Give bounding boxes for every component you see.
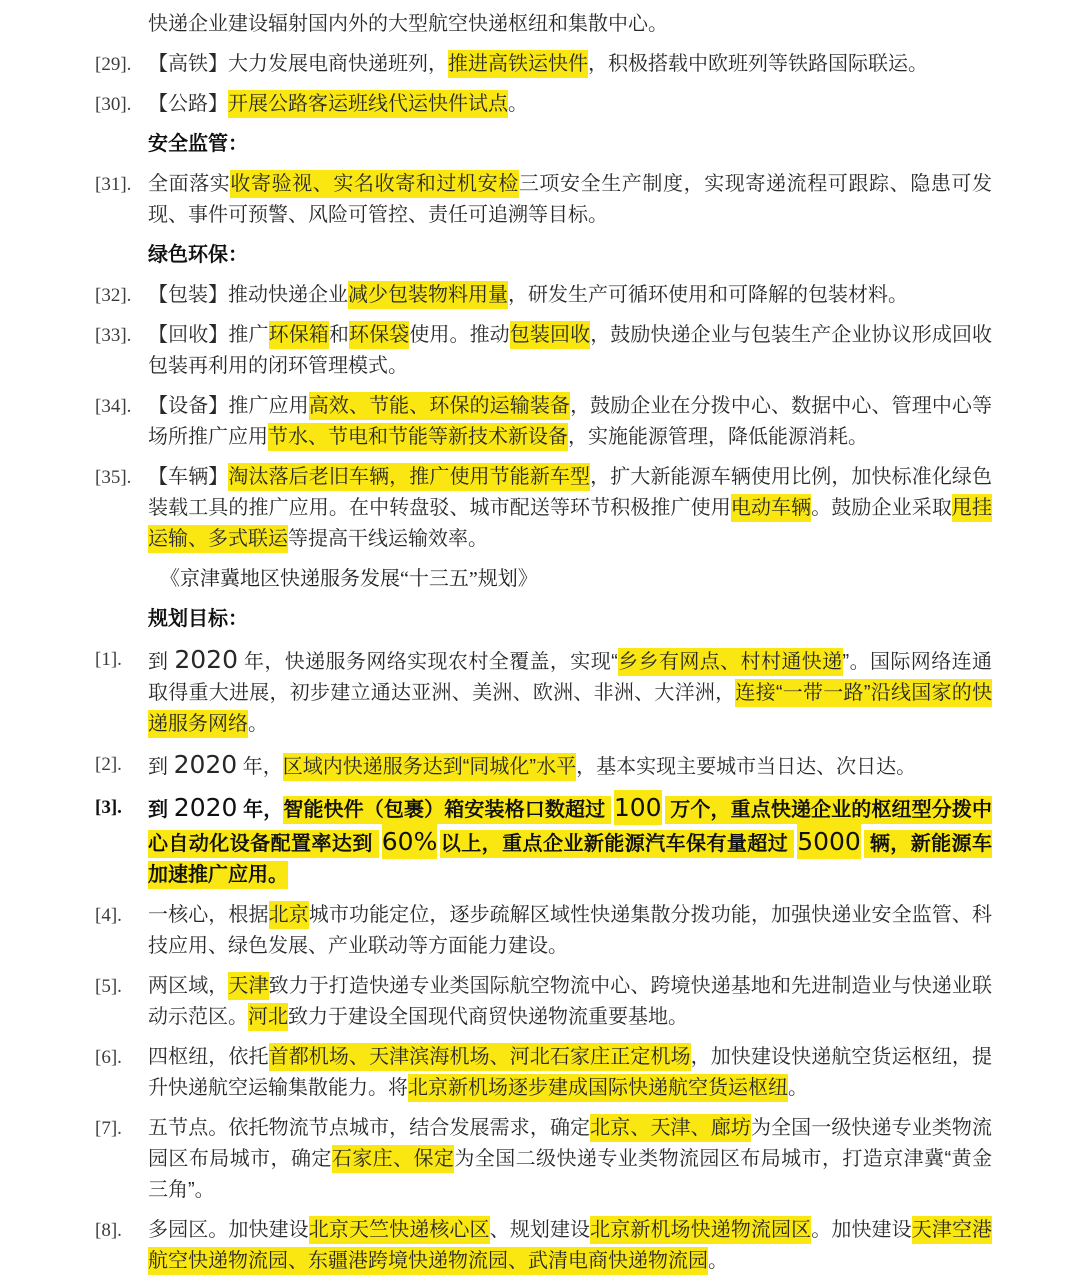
section-header-label: 绿色环保： <box>148 244 248 266</box>
item-number: [8]. <box>95 1220 122 1241</box>
list-item <box>95 280 992 311</box>
highlighted-text: 环保箱 <box>269 321 329 349</box>
highlighted-text: 北京新机场逐步建成国际快递航空货运枢纽 <box>408 1074 788 1102</box>
highlighted-text: 高效、节能、环保的运输装备 <box>309 392 570 420</box>
text-run: 。 <box>788 1077 808 1099</box>
text-run: 使用。推动 <box>409 324 510 346</box>
list-item <box>95 644 992 740</box>
item-text <box>148 792 992 891</box>
highlighted-text: 智能快件（包裹）箱安装格口数超过 <box>283 796 611 824</box>
highlighted-text: 以上，重点企业新能源汽车保有量超过 <box>440 830 794 858</box>
list-item <box>95 169 992 231</box>
item-text <box>148 900 992 962</box>
item-number: [32]. <box>95 285 132 306</box>
item-text <box>148 280 992 311</box>
item-text <box>148 391 992 453</box>
text-run: 致力于打造快递专业类国际航空物流中心、跨境快递基地和先进制造业与快递业联动示范区。 <box>148 975 993 1028</box>
text-run: 年， <box>237 799 284 821</box>
item-number <box>95 9 148 40</box>
item-number: [4]. <box>95 905 122 926</box>
highlighted-text: 淘汰落后老旧车辆，推广使用节能新车型 <box>228 463 590 491</box>
text-run: 年，快递服务网络实现农村全覆盖，实现“ <box>237 651 618 673</box>
text-run: 全面落实 <box>148 173 231 195</box>
highlighted-text: 连接“一带一路”沿线国家的快递服务网络 <box>148 679 992 738</box>
text-run: ，加快建设快递航空货运枢纽，提升快递航空运输集散能力。将 <box>148 1046 993 1099</box>
item-number: [3]. <box>95 797 122 818</box>
item-text <box>148 320 992 382</box>
section-header <box>95 129 992 160</box>
item-number: [2]. <box>95 754 122 775</box>
text-run: 。 <box>508 93 528 115</box>
section-header-text <box>148 129 992 160</box>
text-run: ，研发生产可循环使用和可降解的包装材料。 <box>508 284 908 306</box>
item-text <box>148 1042 992 1104</box>
highlighted-text: 北京天竺快递核心区 <box>309 1216 490 1244</box>
highlighted-text: 万个，重点快递企业的枢纽型分拨中心自动化设备配置率达到 <box>148 796 992 858</box>
item-number: [31]. <box>95 174 132 195</box>
highlighted-text: 开展公路客运班线代运快件试点 <box>228 90 508 118</box>
highlighted-text: 石家庄、保定 <box>332 1145 455 1173</box>
highlighted-text: 100 <box>611 790 665 825</box>
item-text <box>148 169 992 231</box>
list-item <box>95 900 992 962</box>
text-run: 。 <box>248 713 268 735</box>
text-run: 2020 <box>173 793 238 822</box>
text-run: ，积极搭载中欧班列等铁路国际联运。 <box>588 53 928 75</box>
text-run: ，鼓励快递企业与包装生产企业协议形成回收包装再利用的闭环管理模式。 <box>148 324 993 377</box>
text-run: 到 <box>148 799 174 821</box>
text-run: 。 <box>708 1250 728 1272</box>
list-item <box>95 89 992 120</box>
text-run: ，实施能源管理，降低能源消耗。 <box>568 426 868 448</box>
item-number: [33]. <box>95 325 132 346</box>
highlighted-text: 收寄验视、实名收寄和过机安检 <box>230 170 518 198</box>
text-run: ，扩大新能源车辆使用比例，加快标准化绿色装载工具的推广应用。在中转盘驳、城市配送等环节积极推广使用 <box>148 466 993 519</box>
text-run: 、规划建设 <box>489 1219 591 1241</box>
highlighted-text: 60% <box>379 824 441 859</box>
document-body <box>95 9 992 1277</box>
list-item <box>95 462 992 555</box>
list-item <box>95 320 992 382</box>
section-header-text <box>148 604 992 635</box>
text-run: 多园区。加快建设 <box>148 1219 309 1241</box>
text-run: 【公路】 <box>148 93 228 115</box>
doc-title-text-wrap <box>148 564 992 595</box>
list-item <box>95 49 992 80</box>
text-run: 年， <box>237 756 283 778</box>
highlighted-text: 辆，新能源车加速推广应用。 <box>148 830 992 889</box>
section-header <box>95 240 992 271</box>
text-run: ，鼓励企业在分拨中心、数据中心、管理中心等场所推广应用 <box>148 395 993 448</box>
list-item <box>95 792 992 891</box>
text-run: 【高铁】大力发展电商快递班列， <box>148 53 448 75</box>
highlighted-text: 推进高铁运快件 <box>448 50 588 78</box>
item-text <box>148 89 992 120</box>
paragraph-text <box>148 9 992 40</box>
item-number: [5]. <box>95 976 122 997</box>
text-run: 为全国一级快递专业类物流园区布局城市，确定 <box>148 1117 993 1170</box>
highlighted-text: 电动车辆 <box>731 494 811 522</box>
item-number: [30]. <box>95 94 132 115</box>
highlighted-text: 乡乡有网点、村村通快递 <box>618 648 843 676</box>
item-number <box>95 240 148 271</box>
text-run: 【车辆】 <box>148 466 229 488</box>
list-item <box>95 391 992 453</box>
text-run: 为全国二级快递专业类物流园区布局城市，打造京津冀“黄金三角”。 <box>148 1148 993 1201</box>
text-run: 一核心，根据 <box>148 904 269 926</box>
highlighted-text: 天津空港航空快递物流园、东疆港跨境快递物流园、武清电商快递物流园 <box>148 1216 992 1275</box>
text-run: 五节点。依托物流节点城市，结合发展需求，确定 <box>148 1117 591 1139</box>
item-number: [6]. <box>95 1047 122 1068</box>
item-number: [7]. <box>95 1118 122 1139</box>
text-run: 城市功能定位，逐步疏解区域性快递集散分拨功能，加强快递业安全监管、科技应用、绿色发展、产业联动等方面能力建设。 <box>148 904 993 957</box>
list-item <box>95 971 992 1033</box>
text-run: 2020 <box>174 645 238 674</box>
doc-title <box>95 564 992 595</box>
item-text <box>148 49 992 80</box>
text-run: 。加快建设 <box>811 1219 912 1241</box>
highlighted-text: 减少包装物料用量 <box>348 281 508 309</box>
list-item <box>95 749 992 783</box>
highlighted-text: 首都机场、天津滨海机场、河北石家庄正定机场 <box>269 1043 691 1071</box>
text-run: 三项安全生产制度，实现寄递流程可跟踪、隐患可发现、事件可预警、风险可管控、责任可追溯等目标。 <box>148 173 993 226</box>
list-item <box>95 1042 992 1104</box>
list-item <box>95 1215 992 1277</box>
paragraph <box>95 9 992 40</box>
text-run: 两区域， <box>148 975 229 997</box>
text-run: 和 <box>328 324 349 346</box>
highlighted-text: 北京、天津、廊坊 <box>590 1114 751 1142</box>
item-text <box>148 1215 992 1277</box>
item-text <box>148 749 992 783</box>
highlighted-text: 河北 <box>248 1003 288 1031</box>
highlighted-text: 甩挂运输、多式联运 <box>148 494 992 553</box>
highlighted-text: 环保袋 <box>349 321 409 349</box>
text-run: ”。国际网络连通取得重大进展，初步建立通达亚洲、美洲、欧洲、非洲、大洋洲， <box>148 651 992 704</box>
highlighted-text: 北京 <box>269 901 309 929</box>
item-number <box>95 564 148 595</box>
item-text <box>148 1113 992 1206</box>
section-header-label: 安全监管： <box>148 133 248 155</box>
text-run: 【回收】推广 <box>148 324 269 346</box>
highlighted-text: 北京新机场快递物流园区 <box>590 1216 811 1244</box>
item-number <box>95 129 148 160</box>
item-text <box>148 462 992 555</box>
doc-title-label: 《京津冀地区快递服务发展“十三五”规划》 <box>160 568 538 590</box>
item-text <box>148 971 992 1033</box>
text-run: 到 <box>148 756 174 778</box>
highlighted-text: 节水、节电和节能等新技术新设备 <box>268 423 568 451</box>
item-number: [29]. <box>95 54 132 75</box>
text-run: 等提高干线运输效率。 <box>288 528 488 550</box>
text-run: 2020 <box>173 750 238 779</box>
text-run: 【设备】推广应用 <box>148 395 309 417</box>
item-number: [1]. <box>95 649 122 670</box>
highlighted-text: 天津 <box>228 972 268 1000</box>
item-text <box>148 644 992 740</box>
text-run: 到 <box>148 651 175 673</box>
item-number <box>95 604 148 635</box>
text-run: 【包装】推动快递企业 <box>148 284 348 306</box>
item-number: [35]. <box>95 467 132 488</box>
text-run: 。鼓励企业采取 <box>811 497 952 519</box>
section-header-label: 规划目标： <box>148 608 248 630</box>
text-run: 快递企业建设辐射国内外的大型航空快递枢纽和集散中心。 <box>148 13 668 35</box>
highlighted-text: 区域内快递服务达到“同城化”水平 <box>283 753 576 781</box>
section-header-text <box>148 240 992 271</box>
item-number: [34]. <box>95 396 132 417</box>
text-run: 四枢纽，依托 <box>148 1046 269 1068</box>
highlighted-text: 包装回收 <box>510 321 590 349</box>
text-run: 致力于建设全国现代商贸快递物流重要基地。 <box>288 1006 688 1028</box>
highlighted-text: 5000 <box>794 824 864 859</box>
list-item <box>95 1113 992 1206</box>
section-header <box>95 604 992 635</box>
text-run: ，基本实现主要城市当日达、次日达。 <box>576 756 917 778</box>
